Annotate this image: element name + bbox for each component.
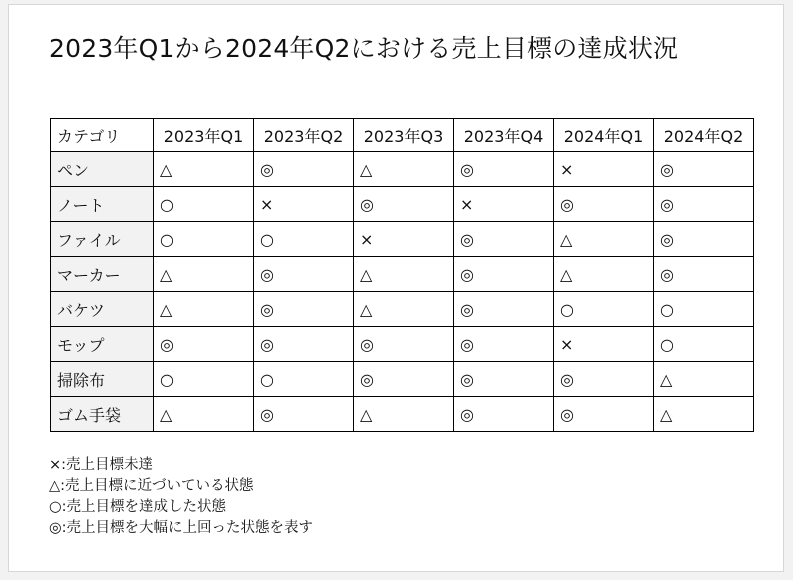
table-row [51, 362, 754, 397]
status-mark-cell: △ [154, 397, 254, 432]
status-mark-cell: ○ [554, 292, 654, 327]
status-mark-cell: △ [354, 257, 454, 292]
status-mark-cell: ◎ [454, 292, 554, 327]
document-page [8, 4, 784, 572]
status-mark-cell: ◎ [554, 187, 654, 222]
category-cell: ペン [51, 152, 154, 187]
status-mark-cell: ◎ [254, 292, 354, 327]
status-mark-cell: ◎ [354, 362, 454, 397]
category-cell: マーカー [51, 257, 154, 292]
status-mark-cell: ◎ [254, 327, 354, 362]
category-cell: 掃除布 [51, 362, 154, 397]
status-mark-cell: ◎ [254, 152, 354, 187]
status-mark-cell: △ [554, 222, 654, 257]
header-cell: 2023年Q3 [354, 119, 454, 152]
status-mark-cell: ◎ [554, 397, 654, 432]
status-mark-cell: × [254, 187, 354, 222]
status-mark-cell: ○ [154, 187, 254, 222]
status-mark-cell: ◎ [654, 222, 754, 257]
achievement-table [50, 118, 754, 432]
status-mark-cell: ○ [254, 222, 354, 257]
table-row [51, 152, 754, 187]
table-row [51, 257, 754, 292]
status-mark-cell: × [554, 152, 654, 187]
status-mark-cell: △ [154, 257, 254, 292]
category-cell: バケツ [51, 292, 154, 327]
header-cell: 2024年Q1 [554, 119, 654, 152]
legend [49, 455, 313, 539]
status-mark-cell: × [554, 327, 654, 362]
status-mark-cell: ○ [154, 222, 254, 257]
status-mark-cell: ◎ [554, 362, 654, 397]
status-mark-cell: ◎ [154, 327, 254, 362]
status-mark-cell: △ [354, 397, 454, 432]
category-cell: ノート [51, 187, 154, 222]
table-row [51, 397, 754, 432]
status-mark-cell: △ [654, 362, 754, 397]
header-cell: 2023年Q1 [154, 119, 254, 152]
table-row [51, 222, 754, 257]
status-mark-cell: ◎ [354, 327, 454, 362]
status-mark-cell: △ [354, 292, 454, 327]
status-mark-cell: × [354, 222, 454, 257]
status-mark-cell: ◎ [454, 257, 554, 292]
table-row [51, 187, 754, 222]
status-mark-cell: ◎ [354, 187, 454, 222]
status-mark-cell: △ [654, 397, 754, 432]
category-cell: ゴム手袋 [51, 397, 154, 432]
status-mark-cell: △ [554, 257, 654, 292]
page-title: 2023年Q1から2024年Q2における売上目標の達成状況 [49, 34, 679, 63]
status-mark-cell: ◎ [454, 397, 554, 432]
status-mark-cell: ◎ [454, 327, 554, 362]
status-mark-cell: ○ [654, 292, 754, 327]
status-mark-cell: × [454, 187, 554, 222]
header-cell: 2024年Q2 [654, 119, 754, 152]
table-row [51, 327, 754, 362]
status-mark-cell: ◎ [654, 152, 754, 187]
status-mark-cell: ◎ [454, 222, 554, 257]
status-mark-cell: ○ [654, 327, 754, 362]
legend-item: ◎:売上目標を大幅に上回った状態を表す [49, 520, 314, 536]
header-cell: 2023年Q4 [454, 119, 554, 152]
status-mark-cell: ◎ [454, 152, 554, 187]
status-mark-cell: △ [354, 152, 454, 187]
legend-item: ×:売上目標未達 [49, 457, 154, 473]
status-mark-cell: ○ [254, 362, 354, 397]
legend-item: ○:売上目標を達成した状態 [49, 499, 227, 515]
status-mark-cell: ◎ [654, 257, 754, 292]
legend-item: △:売上目標に近づいている状態 [49, 478, 254, 494]
status-mark-cell: ○ [154, 362, 254, 397]
category-cell: ファイル [51, 222, 154, 257]
table-header-row [51, 119, 754, 152]
status-mark-cell: ◎ [254, 257, 354, 292]
status-mark-cell: ◎ [454, 362, 554, 397]
status-mark-cell: ◎ [254, 397, 354, 432]
table-row [51, 292, 754, 327]
status-mark-cell: △ [154, 292, 254, 327]
category-cell: モップ [51, 327, 154, 362]
header-cell: カテゴリ [51, 119, 154, 152]
status-mark-cell: ◎ [654, 187, 754, 222]
header-cell: 2023年Q2 [254, 119, 354, 152]
status-mark-cell: △ [154, 152, 254, 187]
